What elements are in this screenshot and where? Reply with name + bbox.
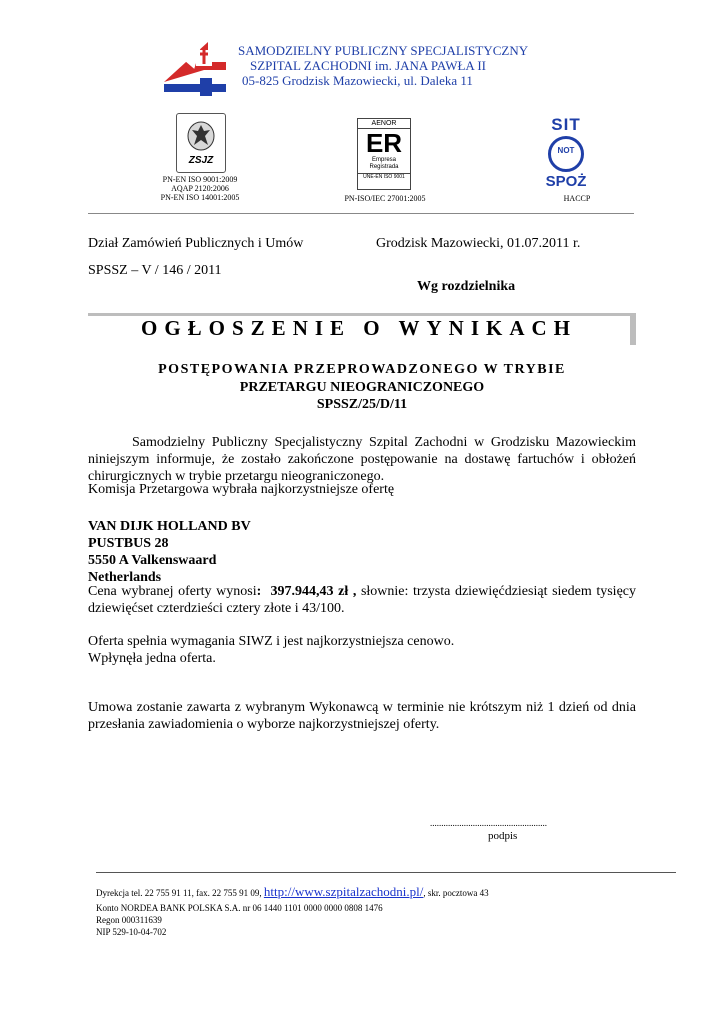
footer-nip: NIP 529-10-04-702 xyxy=(96,927,167,937)
aenor-label: AENOR xyxy=(358,119,410,129)
intro-text: Samodzielny Publiczny Specjalistyczny Szpital Zachodni w Grodzisku Mazowieckim niniejszym informuje, że zostało zakończone postępowanie na dostawę fartuchów i obłożeń chirurgicznych w trybie przetargu nieograniczonego. xyxy=(88,435,636,484)
zsjz-label: ZSJZ xyxy=(188,154,214,166)
signature-line: .................................................... xyxy=(430,818,547,828)
cert-iso9001: PN-EN ISO 9001:2009 xyxy=(162,175,238,184)
price-prefix: Cena wybranej oferty wynosi xyxy=(88,584,257,599)
hospital-name-line2: SZPITAL ZACHODNI im. JANA PAWŁA II xyxy=(250,58,487,73)
commission-statement: Komisja Przetargowa wybrała najkorzystniejsze ofertę xyxy=(88,482,395,497)
not-gear-icon: NOT xyxy=(548,136,584,172)
cert1-caption xyxy=(144,175,256,202)
hospital-address-line: 05-825 Grodzisk Mazowiecki, ul. Daleka 11 xyxy=(242,73,473,88)
footer-phone: Dyrekcja tel. 22 755 91 11, fax. 22 755 91 09, xyxy=(96,888,264,898)
sit-label: SIT xyxy=(551,115,581,134)
aenor-sub1: Empresa xyxy=(371,157,396,163)
document-title: OGŁOSZENIE O WYNIKACH xyxy=(140,316,577,340)
cert-iso14001: PN-EN ISO 14001:2005 xyxy=(160,193,240,202)
vendor-name: VAN DIJK HOLLAND BV xyxy=(88,519,251,534)
price-in-words: słownie: trzysta dziewięćdziesiąt siedem tysięcy dziewięćset czterdzieści cztery złote i 43/100. xyxy=(88,584,637,616)
footer-regon: Regon 000311639 xyxy=(96,915,162,925)
spoz-label: SPOŻ xyxy=(545,173,587,190)
aenor-sub2: Registrada xyxy=(369,164,399,170)
subtitle-line2: PRZETARGU NIEOGRANICZONEGO xyxy=(239,380,485,395)
sit-not-spoz-logo xyxy=(540,116,592,190)
distribution-note: Wg rozdzielnika xyxy=(417,279,516,294)
hospital-address xyxy=(238,43,528,88)
subtitle-case-number: SPSSZ/25/D/11 xyxy=(316,397,408,412)
zsjz-cert-logo xyxy=(176,113,226,173)
eagle-icon xyxy=(186,121,216,153)
offer-count: Wpłynęła jedna oferta. xyxy=(88,651,216,666)
offer-notes xyxy=(88,633,454,667)
header-divider xyxy=(88,213,634,214)
aenor-er-mark: ER xyxy=(365,128,403,158)
intro-paragraph xyxy=(88,434,636,485)
aenor-cert-logo xyxy=(357,118,411,190)
vendor-pobox: PUSTBUS 28 xyxy=(88,536,169,551)
subtitle-line1: POSTĘPOWANIA PRZEPROWADZONEGO W TRYBIE xyxy=(158,362,566,377)
price-statement xyxy=(88,583,636,617)
price-colon: : xyxy=(256,584,262,599)
hospital-logo xyxy=(160,38,230,96)
footer-pobox: , skr. pocztowa 43 xyxy=(423,888,489,898)
dateline: Grodzisk Mazowiecki, 01.07.2011 r. xyxy=(376,236,581,251)
cert-aqap: AQAP 2120:2006 xyxy=(171,184,229,193)
price-amount: 397.944,43 zł , xyxy=(270,584,357,599)
contract-paragraph: Umowa zostanie zawarta z wybranym Wykonawcą w terminie nie krótszym niż 1 dzień od dnia przesłania zawiadomienia o wyborze najkorzystniejszej oferty. xyxy=(88,700,636,732)
footer-bank-account: Konto NORDEA BANK POLSKA S.A. nr 06 1440 1101 0000 0000 0808 1476 xyxy=(96,903,383,913)
aenor-standard: UNE-EN ISO 9001 xyxy=(358,173,410,181)
department-name: Dział Zamówień Publicznych i Umów xyxy=(88,236,304,251)
hospital-name-line1: SAMODZIELNY PUBLICZNY SPECJALISTYCZNY xyxy=(238,43,529,58)
cert2-caption: PN-ISO/IEC 27001:2005 xyxy=(344,194,426,203)
offer-requirements: Oferta spełnia wymagania SIWZ i jest najkorzystniejsza cenowo. xyxy=(88,634,455,649)
footer-contact xyxy=(96,886,489,899)
vendor-country: Netherlands xyxy=(88,570,162,585)
signature-label: podpis xyxy=(488,830,518,842)
footer-divider xyxy=(96,872,676,873)
cert3-caption: HACCP xyxy=(563,194,591,203)
winning-vendor xyxy=(88,518,251,586)
vendor-city: 5550 A Valkenswaard xyxy=(88,553,217,568)
website-link[interactable]: http://www.szpitalzachodni.pl/ xyxy=(263,884,424,899)
reference-number: SPSSZ – V / 146 / 2011 xyxy=(88,263,222,278)
